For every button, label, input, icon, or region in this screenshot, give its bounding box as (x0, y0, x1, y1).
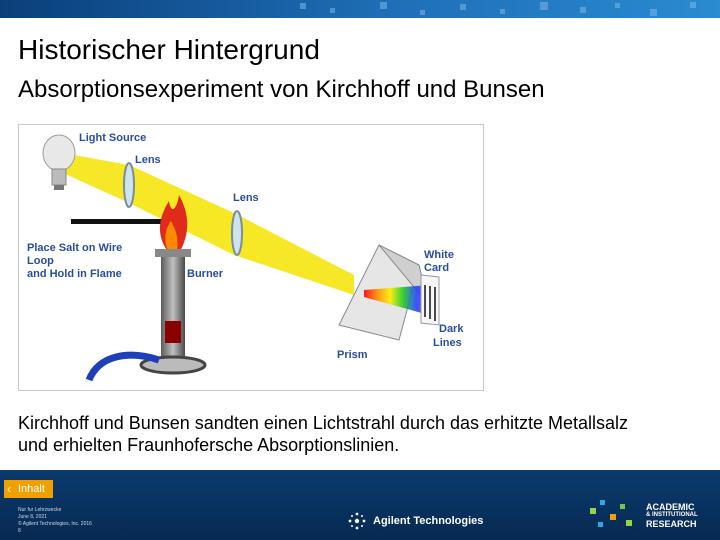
label-salt-2: Loop (27, 255, 54, 267)
light-bulb-icon (43, 135, 75, 190)
top-banner (0, 0, 720, 18)
air-logo (646, 502, 698, 529)
label-dark-lines-2: Lines (433, 337, 462, 349)
decorative-squares (586, 496, 642, 536)
agilent-logo (346, 510, 483, 532)
wire-loop (71, 219, 161, 224)
footer-meta-line-3: © Agilent Technologies, Inc. 2016 (18, 521, 92, 527)
label-salt-1: Place Salt on Wire (27, 242, 123, 254)
nav-tab-label: Inhalt (18, 483, 45, 495)
air-logo-line-1: ACADEMIC (646, 502, 695, 512)
air-logo-line-3: RESEARCH (646, 519, 697, 529)
label-lens-1: Lens (135, 154, 161, 166)
footer-meta (18, 507, 92, 535)
footer-meta-line-1: Nur fur Lehrzwecke (18, 507, 62, 513)
label-salt-3: and Hold in Flame (27, 268, 122, 280)
banner-pattern (0, 0, 720, 18)
nav-tab-inhalt[interactable] (4, 480, 53, 498)
label-prism: Prism (337, 349, 368, 361)
label-lens-2: Lens (233, 192, 259, 204)
label-white-card-2: Card (424, 262, 450, 274)
slide-title: Historischer Hintergrund (18, 34, 320, 65)
lens-1 (124, 163, 134, 207)
experiment-diagram (18, 124, 484, 391)
agilent-logo-text: Agilent Technologies (373, 514, 484, 527)
agilent-spark-icon (346, 510, 368, 532)
label-dark-lines-1: Dark (439, 323, 464, 335)
diagram-svg (19, 125, 483, 390)
chevron-left-icon: ‹ (7, 482, 11, 496)
label-light-source: Light Source (79, 132, 147, 144)
slide-subtitle: Absorptionsexperiment von Kirchhoff und Bunsen (18, 76, 545, 103)
air-logo-line-2: & INSTITUTIONAL (646, 512, 698, 518)
lens-2 (232, 211, 242, 255)
footer-meta-line-4: 8 (18, 528, 21, 534)
slide-caption: Kirchhoff und Bunsen sandten einen Lichtstrahl durch das erhitzte Metallsalz und erhielten Fraunhofersche Absorptionslinien. (18, 413, 629, 455)
label-burner: Burner (187, 268, 224, 280)
footer-meta-line-2: June 8, 2021 (18, 514, 47, 520)
label-white-card-1: White (424, 249, 454, 261)
